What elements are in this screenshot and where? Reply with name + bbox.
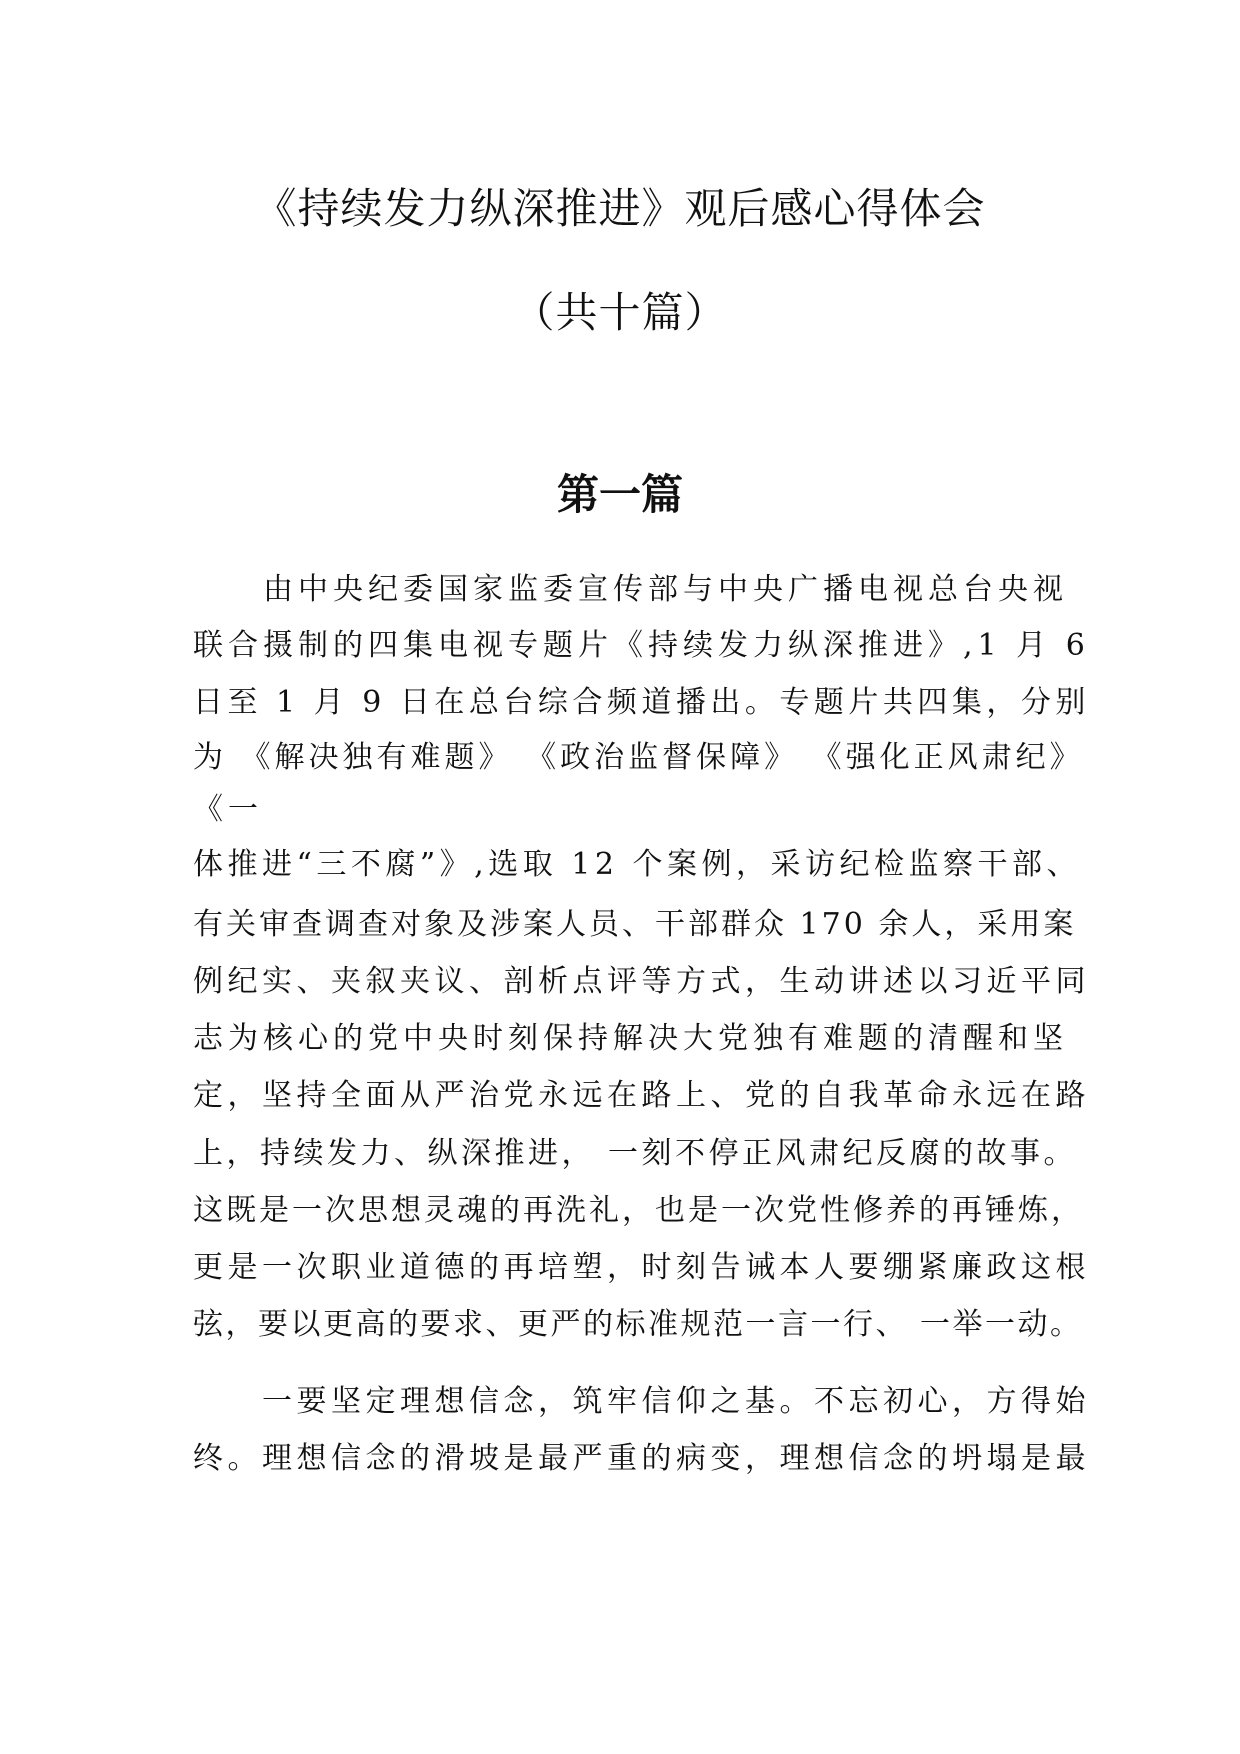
document-subtitle: （共十篇）: [512, 288, 728, 337]
body-line: 有关审查调查对象及涉案人员、干部群众 170 余人，采用案: [193, 907, 1077, 942]
body-line: 体推进“三不腐”》,选取 12 个案例，采访纪检监察干部、: [193, 847, 1081, 882]
document-title: 《持续发力纵深推进》观后感心得体会: [254, 184, 986, 233]
body-line: 定，坚持全面从严治党永远在路上、党的自我革命永远在路: [193, 1078, 1090, 1113]
body-line: 为 《解决独有难题》 《政治监督保障》 《强化正风肃纪》: [193, 740, 1084, 775]
section-heading: 第一篇: [556, 470, 683, 519]
body-line: 上，持续发力、纵深推进， 一刻不停正风肃纪反腐的故事。: [193, 1136, 1078, 1171]
body-line: 更是一次职业道德的再培塑，时刻告诫本人要绷紧廉政这根: [193, 1250, 1090, 1285]
body-line: 日至 1 月 9 日在总台综合频道播出。专题片共四集，分别: [193, 685, 1090, 720]
body-line: 一要坚定理想信念，筑牢信仰之基。不忘初心，方得始: [193, 1384, 1090, 1419]
body-line: 志为核心的党中央时刻保持解决大党独有难题的清醒和坚: [193, 1021, 1068, 1056]
body-line: 终。理想信念的滑坡是最严重的病变，理想信念的坍塌是最: [193, 1441, 1090, 1476]
body-line: 《一: [193, 792, 263, 827]
body-line: 弦，要以更高的要求、更严的标准规范一言一行、 一举一动。: [193, 1307, 1083, 1342]
body-line: 例纪实、夹叙夹议、剖析点评等方式，生动讲述以习近平同: [193, 964, 1090, 999]
body-line: 由中央纪委国家监委宣传部与中央广播电视总台央视: [193, 572, 1068, 607]
body-line: 这既是一次思想灵魂的再洗礼，也是一次党性修养的再锤炼，: [193, 1193, 1084, 1228]
body-line: 联合摄制的四集电视专题片《持续发力纵深推进》,1 月 6: [193, 628, 1090, 663]
